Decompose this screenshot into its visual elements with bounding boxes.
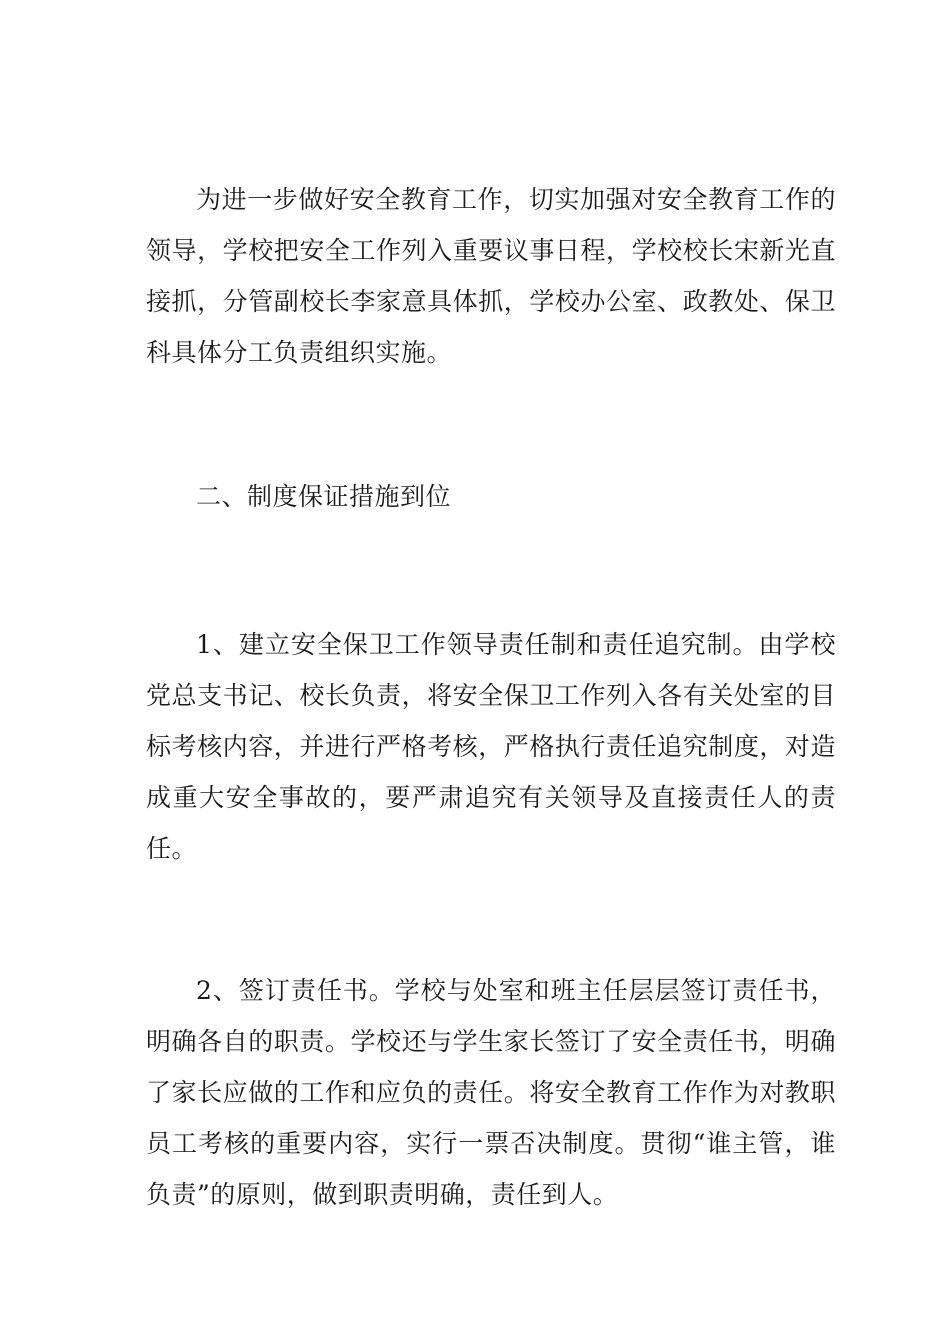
paragraph-leadership: 为进一步做好安全教育工作，切实加强对安全教育工作的领导，学校把安全工作列入重要议事日程，学校校长宋新光直接抓，分管副校长李家意具体抓，学校办公室、政教处、保卫科具体分工负责组织实施。 — [146, 185, 836, 367]
paragraph-responsibility-system: 1、建立安全保卫工作领导责任制和责任追究制。由学校党总支书记、校长负责，将安全保卫工作列入各有关处室的目标考核内容，并进行严格考核，严格执行责任追究制度，对造成重大安全事故的，要严肃追究有关领导及直接责任人的责任。 — [146, 630, 836, 863]
paragraph-responsibility-letter: 2、签订责任书。学校与处室和班主任层层签订责任书，明确各自的职责。学校还与学生家长签订了安全责任书，明确了家长应做的工作和应负的责任。将安全教育工作作为对教职员工考核的重要内容，实行一票否决制度。贯彻“谁主管，谁负责”的原则，做到职责明确，责任到人。 — [146, 976, 836, 1209]
section-heading-system-guarantee: 二、制度保证措施到位 — [196, 482, 452, 511]
